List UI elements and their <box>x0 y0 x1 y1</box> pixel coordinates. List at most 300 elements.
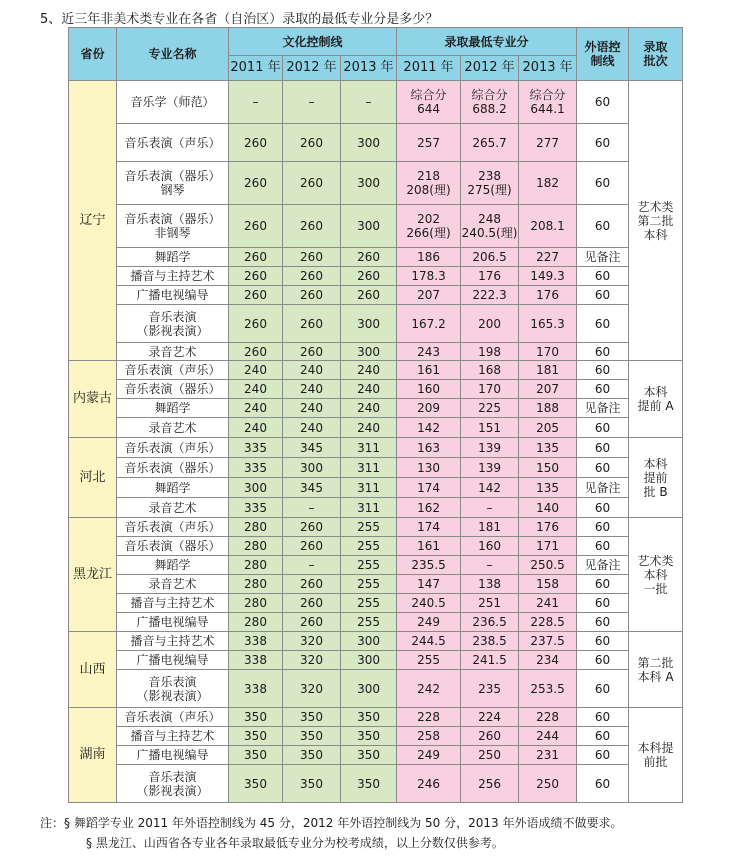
language-line-cell: 60 <box>577 498 629 518</box>
major-name-cell: 广播电视编导 <box>117 286 229 305</box>
culture-line-cell: 240 <box>341 380 397 399</box>
language-line-cell: 60 <box>577 575 629 594</box>
culture-line-cell: 240 <box>283 418 341 438</box>
min-score-cell: 260 <box>461 727 519 746</box>
min-score-cell: 240.5 <box>397 594 461 613</box>
culture-line-cell: – <box>229 81 283 124</box>
culture-line-cell: 320 <box>283 670 341 708</box>
min-score-cell: 257 <box>397 124 461 162</box>
min-score-cell: 205 <box>519 418 577 438</box>
culture-line-cell: 300 <box>341 205 397 248</box>
min-score-cell: 138 <box>461 575 519 594</box>
table-row <box>69 556 683 575</box>
major-name-cell: 广播电视编导 <box>117 613 229 632</box>
culture-line-cell: 335 <box>229 458 283 478</box>
min-score-cell: 206.5 <box>461 248 519 267</box>
table-row <box>69 651 683 670</box>
culture-line-cell: 240 <box>283 361 341 380</box>
min-score-cell: 238.5 <box>461 632 519 651</box>
language-line-cell: 见备注 <box>577 478 629 498</box>
min-score-cell: 251 <box>461 594 519 613</box>
culture-line-cell: 260 <box>341 248 397 267</box>
culture-line-cell: 255 <box>341 594 397 613</box>
culture-line-cell: 350 <box>229 727 283 746</box>
culture-line-cell: 255 <box>341 537 397 556</box>
header-year: 2012 年 <box>461 56 519 81</box>
culture-line-cell: 338 <box>229 632 283 651</box>
culture-line-cell: 280 <box>229 537 283 556</box>
header-year: 2012 年 <box>283 56 341 81</box>
culture-line-cell: 350 <box>283 746 341 765</box>
language-line-cell: 60 <box>577 537 629 556</box>
culture-line-cell: 311 <box>341 478 397 498</box>
table-row <box>69 124 683 162</box>
min-score-cell: 综合分 644 <box>397 81 461 124</box>
language-line-cell: 60 <box>577 205 629 248</box>
header-min-major-score: 录取最低专业分 <box>397 28 577 56</box>
major-name-cell: 舞蹈学 <box>117 248 229 267</box>
culture-line-cell: 240 <box>229 380 283 399</box>
major-name-cell: 舞蹈学 <box>117 399 229 418</box>
min-score-cell: 250 <box>461 746 519 765</box>
culture-line-cell: 240 <box>341 418 397 438</box>
major-name-cell: 音乐表演（器乐） 钢琴 <box>117 162 229 205</box>
table-row <box>69 575 683 594</box>
header-year: 2013 年 <box>341 56 397 81</box>
min-score-cell: 165.3 <box>519 305 577 343</box>
major-name-cell: 录音艺术 <box>117 498 229 518</box>
language-line-cell: 60 <box>577 458 629 478</box>
major-name-cell: 音乐表演（声乐） <box>117 361 229 380</box>
min-score-cell: 140 <box>519 498 577 518</box>
culture-line-cell: 280 <box>229 594 283 613</box>
table-row <box>69 305 683 343</box>
header-language-line: 外语控 制线 <box>577 28 629 81</box>
min-score-cell: 167.2 <box>397 305 461 343</box>
major-name-cell: 音乐表演（器乐） <box>117 380 229 399</box>
major-name-cell: 舞蹈学 <box>117 478 229 498</box>
table-row <box>69 81 683 124</box>
culture-line-cell: 350 <box>283 765 341 803</box>
culture-line-cell: 260 <box>283 267 341 286</box>
table-row <box>69 267 683 286</box>
admission-batch-cell: 本科 提前 A <box>629 361 683 438</box>
admission-batch-cell: 第二批 本科 A <box>629 632 683 708</box>
min-score-cell: 277 <box>519 124 577 162</box>
culture-line-cell: – <box>283 556 341 575</box>
language-line-cell: 60 <box>577 267 629 286</box>
culture-line-cell: 260 <box>229 248 283 267</box>
culture-line-cell: 260 <box>229 162 283 205</box>
admission-batch-cell: 艺术类 第二批 本科 <box>629 81 683 361</box>
header-year: 2013 年 <box>519 56 577 81</box>
min-score-cell: 208.1 <box>519 205 577 248</box>
min-score-cell: 142 <box>397 418 461 438</box>
culture-line-cell: 335 <box>229 498 283 518</box>
table-row <box>69 286 683 305</box>
major-name-cell: 音乐表演（声乐） <box>117 438 229 458</box>
major-name-cell: 音乐表演 （影视表演） <box>117 670 229 708</box>
language-line-cell: 60 <box>577 594 629 613</box>
major-name-cell: 音乐表演（声乐） <box>117 708 229 727</box>
min-score-cell: 246 <box>397 765 461 803</box>
table-row <box>69 248 683 267</box>
table-row <box>69 205 683 248</box>
culture-line-cell: 260 <box>283 124 341 162</box>
culture-line-cell: 345 <box>283 438 341 458</box>
notes <box>40 813 623 853</box>
language-line-cell: 60 <box>577 670 629 708</box>
culture-line-cell: 260 <box>283 162 341 205</box>
culture-line-cell: 320 <box>283 651 341 670</box>
language-line-cell: 60 <box>577 438 629 458</box>
culture-line-cell: 280 <box>229 556 283 575</box>
language-line-cell: 60 <box>577 632 629 651</box>
culture-line-cell: 300 <box>283 458 341 478</box>
min-score-cell: 162 <box>397 498 461 518</box>
language-line-cell: 60 <box>577 418 629 438</box>
culture-line-cell: – <box>283 81 341 124</box>
min-score-cell: 160 <box>461 537 519 556</box>
table-row <box>69 438 683 458</box>
min-score-cell: 151 <box>461 418 519 438</box>
min-score-cell: 139 <box>461 458 519 478</box>
min-score-cell: 224 <box>461 708 519 727</box>
table-header <box>69 28 683 81</box>
culture-line-cell: 260 <box>229 124 283 162</box>
language-line-cell: 60 <box>577 286 629 305</box>
culture-line-cell: 240 <box>229 361 283 380</box>
culture-line-cell: 240 <box>283 399 341 418</box>
culture-line-cell: 240 <box>341 361 397 380</box>
min-score-cell: 256 <box>461 765 519 803</box>
culture-line-cell: 350 <box>341 708 397 727</box>
min-score-cell: 207 <box>397 286 461 305</box>
table-row <box>69 399 683 418</box>
min-score-cell: 202 266(理) <box>397 205 461 248</box>
min-score-cell: 181 <box>461 518 519 537</box>
min-score-cell: 218 208(理) <box>397 162 461 205</box>
table-row <box>69 727 683 746</box>
min-score-cell: 181 <box>519 361 577 380</box>
language-line-cell: 60 <box>577 518 629 537</box>
table-row <box>69 418 683 438</box>
culture-line-cell: 280 <box>229 518 283 537</box>
min-score-cell: 235.5 <box>397 556 461 575</box>
culture-line-cell: 260 <box>229 305 283 343</box>
min-score-cell: 255 <box>397 651 461 670</box>
culture-line-cell: 338 <box>229 651 283 670</box>
culture-line-cell: 260 <box>283 613 341 632</box>
language-line-cell: 60 <box>577 162 629 205</box>
major-name-cell: 音乐表演（器乐） <box>117 458 229 478</box>
min-score-cell: 163 <box>397 438 461 458</box>
table-row <box>69 458 683 478</box>
min-score-cell: 227 <box>519 248 577 267</box>
min-score-cell: 170 <box>519 343 577 361</box>
major-name-cell: 音乐表演（声乐） <box>117 124 229 162</box>
min-score-cell: 235 <box>461 670 519 708</box>
culture-line-cell: 300 <box>341 162 397 205</box>
culture-line-cell: 350 <box>229 746 283 765</box>
language-line-cell: 见备注 <box>577 248 629 267</box>
header-province: 省份 <box>69 28 117 81</box>
min-score-cell: 150 <box>519 458 577 478</box>
table-row <box>69 361 683 380</box>
major-name-cell: 广播电视编导 <box>117 651 229 670</box>
admission-batch-cell: 艺术类 本科 一批 <box>629 518 683 632</box>
min-score-cell: 160 <box>397 380 461 399</box>
culture-line-cell: 280 <box>229 613 283 632</box>
min-score-cell: 237.5 <box>519 632 577 651</box>
min-score-cell: 135 <box>519 478 577 498</box>
min-score-cell: 142 <box>461 478 519 498</box>
culture-line-cell: 350 <box>341 765 397 803</box>
language-line-cell: 60 <box>577 380 629 399</box>
language-line-cell: 60 <box>577 708 629 727</box>
culture-line-cell: 240 <box>341 399 397 418</box>
culture-line-cell: 320 <box>283 632 341 651</box>
culture-line-cell: 260 <box>283 594 341 613</box>
min-score-cell: 171 <box>519 537 577 556</box>
culture-line-cell: 260 <box>283 248 341 267</box>
question-title: 5、近三年非美术类专业在各省（自治区）录取的最低专业分是多少？ <box>40 12 439 27</box>
culture-line-cell: 345 <box>283 478 341 498</box>
min-score-cell: 综合分 688.2 <box>461 81 519 124</box>
table-row <box>69 380 683 399</box>
header-major: 专业名称 <box>117 28 229 81</box>
note-line: § 黑龙江、山西省各专业各年录取最低专业分为校考成绩，以上分数仅供参考。 <box>86 836 504 850</box>
language-line-cell: 60 <box>577 613 629 632</box>
province-cell: 湖南 <box>69 708 117 803</box>
major-name-cell: 播音与主持艺术 <box>117 594 229 613</box>
table-row <box>69 162 683 205</box>
culture-line-cell: 350 <box>229 765 283 803</box>
language-line-cell: 见备注 <box>577 556 629 575</box>
header-admission-batch: 录取 批次 <box>629 28 683 81</box>
min-score-cell: 176 <box>461 267 519 286</box>
province-cell: 内蒙古 <box>69 361 117 438</box>
table-body <box>69 81 683 803</box>
culture-line-cell: 260 <box>341 286 397 305</box>
culture-line-cell: 350 <box>229 708 283 727</box>
language-line-cell: 60 <box>577 361 629 380</box>
major-name-cell: 音乐表演 （影视表演） <box>117 765 229 803</box>
table-row <box>69 708 683 727</box>
language-line-cell: 60 <box>577 81 629 124</box>
min-score-cell: 176 <box>519 286 577 305</box>
culture-line-cell: 311 <box>341 458 397 478</box>
culture-line-cell: 338 <box>229 670 283 708</box>
min-score-cell: 176 <box>519 518 577 537</box>
culture-line-cell: 300 <box>341 343 397 361</box>
min-score-cell: 249 <box>397 613 461 632</box>
major-name-cell: 音乐表演（声乐） <box>117 518 229 537</box>
province-cell: 黑龙江 <box>69 518 117 632</box>
admission-batch-cell: 本科提 前批 <box>629 708 683 803</box>
table-row <box>69 632 683 651</box>
language-line-cell: 60 <box>577 124 629 162</box>
culture-line-cell: 255 <box>341 518 397 537</box>
header-year: 2011 年 <box>229 56 283 81</box>
min-score-cell: 241.5 <box>461 651 519 670</box>
major-name-cell: 播音与主持艺术 <box>117 267 229 286</box>
major-name-cell: 录音艺术 <box>117 418 229 438</box>
min-score-cell: 186 <box>397 248 461 267</box>
language-line-cell: 60 <box>577 305 629 343</box>
min-score-cell: 225 <box>461 399 519 418</box>
min-score-cell: 242 <box>397 670 461 708</box>
culture-line-cell: 350 <box>341 727 397 746</box>
table-row <box>69 670 683 708</box>
min-score-cell: – <box>461 556 519 575</box>
min-score-cell: 147 <box>397 575 461 594</box>
culture-line-cell: 260 <box>283 286 341 305</box>
culture-line-cell: 300 <box>229 478 283 498</box>
table-row <box>69 537 683 556</box>
culture-line-cell: 300 <box>341 670 397 708</box>
culture-line-cell: 350 <box>341 746 397 765</box>
min-score-cell: 249 <box>397 746 461 765</box>
table-row <box>69 478 683 498</box>
culture-line-cell: 260 <box>283 343 341 361</box>
culture-line-cell: 255 <box>341 575 397 594</box>
major-name-cell: 广播电视编导 <box>117 746 229 765</box>
table-row <box>69 746 683 765</box>
culture-line-cell: 335 <box>229 438 283 458</box>
min-score-cell: 234 <box>519 651 577 670</box>
min-score-cell: 243 <box>397 343 461 361</box>
min-score-cell: 228 <box>397 708 461 727</box>
min-score-cell: 244 <box>519 727 577 746</box>
min-score-cell: 135 <box>519 438 577 458</box>
culture-line-cell: 260 <box>283 537 341 556</box>
language-line-cell: 见备注 <box>577 399 629 418</box>
min-score-cell: 238 275(理) <box>461 162 519 205</box>
header-year: 2011 年 <box>397 56 461 81</box>
major-name-cell: 录音艺术 <box>117 343 229 361</box>
min-score-cell: 250 <box>519 765 577 803</box>
province-cell: 辽宁 <box>69 81 117 361</box>
culture-line-cell: 260 <box>283 518 341 537</box>
culture-line-cell: 280 <box>229 575 283 594</box>
major-name-cell: 音乐表演（器乐） 非钢琴 <box>117 205 229 248</box>
min-score-cell: 222.3 <box>461 286 519 305</box>
min-score-cell: 228 <box>519 708 577 727</box>
culture-line-cell: 260 <box>283 305 341 343</box>
min-score-cell: 161 <box>397 537 461 556</box>
culture-line-cell: 260 <box>229 267 283 286</box>
min-score-cell: 200 <box>461 305 519 343</box>
table-row <box>69 613 683 632</box>
min-score-cell: 178.3 <box>397 267 461 286</box>
culture-line-cell: 260 <box>229 286 283 305</box>
min-score-cell: 207 <box>519 380 577 399</box>
culture-line-cell: 240 <box>229 418 283 438</box>
table-row <box>69 498 683 518</box>
min-score-cell: 158 <box>519 575 577 594</box>
min-score-cell: 209 <box>397 399 461 418</box>
min-score-cell: 综合分 644.1 <box>519 81 577 124</box>
min-score-cell: 265.7 <box>461 124 519 162</box>
min-score-cell: 250.5 <box>519 556 577 575</box>
culture-line-cell: 240 <box>283 380 341 399</box>
culture-line-cell: 260 <box>341 267 397 286</box>
major-name-cell: 播音与主持艺术 <box>117 632 229 651</box>
culture-line-cell: 300 <box>341 632 397 651</box>
culture-line-cell: – <box>283 498 341 518</box>
min-score-cell: 244.5 <box>397 632 461 651</box>
culture-line-cell: 311 <box>341 498 397 518</box>
language-line-cell: 60 <box>577 651 629 670</box>
culture-line-cell: 240 <box>229 399 283 418</box>
culture-line-cell: 260 <box>283 205 341 248</box>
min-score-cell: 174 <box>397 518 461 537</box>
culture-line-cell: 255 <box>341 613 397 632</box>
table-row <box>69 343 683 361</box>
culture-line-cell: 260 <box>229 205 283 248</box>
major-name-cell: 录音艺术 <box>117 575 229 594</box>
table-row <box>69 518 683 537</box>
language-line-cell: 60 <box>577 727 629 746</box>
min-score-cell: 241 <box>519 594 577 613</box>
culture-line-cell: 350 <box>283 727 341 746</box>
province-cell: 河北 <box>69 438 117 518</box>
min-score-cell: 182 <box>519 162 577 205</box>
major-name-cell: 音乐表演 （影视表演） <box>117 305 229 343</box>
culture-line-cell: 300 <box>341 651 397 670</box>
min-score-cell: 130 <box>397 458 461 478</box>
major-name-cell: 播音与主持艺术 <box>117 727 229 746</box>
culture-line-cell: – <box>341 81 397 124</box>
major-name-cell: 音乐表演（器乐） <box>117 537 229 556</box>
header-culture-control-line: 文化控制线 <box>229 28 397 56</box>
culture-line-cell: 260 <box>283 575 341 594</box>
min-score-cell: 168 <box>461 361 519 380</box>
min-score-cell: 149.3 <box>519 267 577 286</box>
min-score-cell: 170 <box>461 380 519 399</box>
min-score-cell: 248 240.5(理) <box>461 205 519 248</box>
culture-line-cell: 260 <box>229 343 283 361</box>
language-line-cell: 60 <box>577 343 629 361</box>
min-score-cell: – <box>461 498 519 518</box>
culture-line-cell: 350 <box>283 708 341 727</box>
min-score-cell: 231 <box>519 746 577 765</box>
culture-line-cell: 255 <box>341 556 397 575</box>
culture-line-cell: 311 <box>341 438 397 458</box>
min-score-cell: 139 <box>461 438 519 458</box>
min-score-cell: 228.5 <box>519 613 577 632</box>
admission-batch-cell: 本科 提前 批 B <box>629 438 683 518</box>
table-row <box>69 765 683 803</box>
min-score-cell: 198 <box>461 343 519 361</box>
major-name-cell: 音乐学（师范） <box>117 81 229 124</box>
major-name-cell: 舞蹈学 <box>117 556 229 575</box>
language-line-cell: 60 <box>577 746 629 765</box>
min-score-cell: 236.5 <box>461 613 519 632</box>
min-score-cell: 188 <box>519 399 577 418</box>
min-score-cell: 161 <box>397 361 461 380</box>
min-score-cell: 258 <box>397 727 461 746</box>
culture-line-cell: 300 <box>341 305 397 343</box>
min-score-cell: 174 <box>397 478 461 498</box>
table-row <box>69 594 683 613</box>
admission-score-table <box>68 27 683 803</box>
culture-line-cell: 300 <box>341 124 397 162</box>
language-line-cell: 60 <box>577 765 629 803</box>
min-score-cell: 253.5 <box>519 670 577 708</box>
province-cell: 山西 <box>69 632 117 708</box>
